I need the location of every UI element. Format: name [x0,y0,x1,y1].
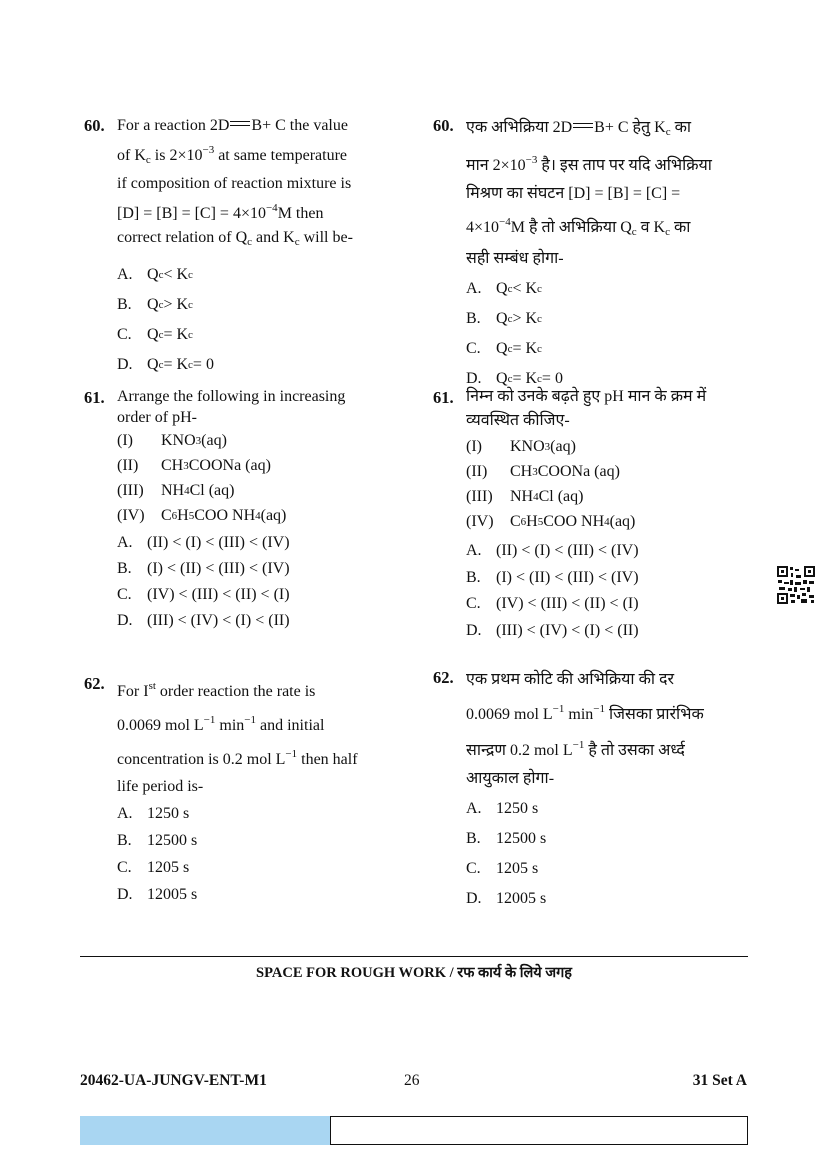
question-60-hi: 60. एक अभिक्रिया 2D B+ C हेतु $K_c$ का मान $2\times 10^{-3}$ है। इस ताप पर यदि अभिक्रिया मिश्रण का संघटन [D] = [B] = [C] = $4\times 10^{-4}M$ है तो अभिक्रिया $Q_c$ व $K_c$ का सही सम्बंध होगा- A. Q c < K c B. Q c > K c C. Q c = K c D. Q c = K c = 0 [433,114,763,376]
question-61-en: 61. Arrange the following in increasing order of pH- (I) KNO 3 (aq) (II) CH 3 COONa (aq) (III) NH 4 Cl (aq) (IV) C 6 H 5 COO NH 4 (aq) A. (II) < (I) < (III) < (IV) B. (I) < (II) < (III) < (IV) C. (IV) < (III) < (II) < (I) D. (III) < (IV) < (I) < (II) [84,386,414,658]
compound-item: (III) NH 4 Cl (aq) [466,487,584,505]
option-a: A. Q c < K c [466,280,542,297]
option-d: D. 12005 s [117,885,198,903]
option-d: D. 12005 s [466,890,547,907]
question-stem: For a reaction 2D B+ C the value [117,117,348,134]
footer-color-band [80,1116,330,1145]
qr-code-icon [776,565,816,605]
option-a: A. 1250 s [466,800,539,817]
question-number: 61. [433,388,454,407]
question-number: 61. [84,388,105,407]
rough-work-title: SPACE FOR ROUGH WORK / रफ कार्य के लिये जगह [256,965,572,981]
question-62-en: 62. For Ist order reaction the rate is 0.0069 mol $L^{-1}$ $\min^{-1}$ and initial concentration is 0.2 mol $L^{-1}$ then half life period is- A. 1250 s B. 12500 s C. 1205 s D. 12005 s [84,672,414,908]
options [117,260,414,380]
option-b: B. Q c > K c [117,296,193,313]
options [117,530,414,634]
hindi-column [433,114,763,914]
paper-code: 20462-UA-JUNGV-ENT-M1 [80,1072,267,1089]
option-b: B. (I) < (II) < (III) < (IV) [466,568,639,586]
compound-item: (II) CH 3 COONa (aq) [117,456,271,474]
rough-work-divider [80,956,748,957]
option-d: D. Q c = K c = 0 [466,370,563,387]
question-number: 60. [433,116,454,135]
option-b: B. 12500 s [466,830,547,847]
option-a: A. (II) < (I) < (III) < (IV) [117,534,290,551]
option-b: B. (I) < (II) < (III) < (IV) [117,560,290,577]
option-d: D. (III) < (IV) < (I) < (II) [117,612,290,629]
option-c: C. Q c = K c [117,326,193,343]
english-column [84,114,414,908]
option-c: C. (IV) < (III) < (II) < (I) [117,586,290,603]
compound-item: (I) KNO 3 (aq) [466,437,576,455]
option-c: C. 1205 s [117,858,190,876]
question-number: 62. [433,668,454,687]
option-d: D. (III) < (IV) < (I) < (II) [466,621,639,639]
option-c: C. (IV) < (III) < (II) < (I) [466,595,639,613]
question-62-hi: 62. एक प्रथम कोटि की अभिक्रिया की दर 0.0069 mol $L^{-1}$ $\min^{-1}$ जिसका प्रारंभिक सान्द्रण 0.2 mol $L^{-1}$ है तो उसका अर्ध्द आयुकाल होगा- A. 1250 s B. 12500 s C. 1205 s D. 12005 s [433,666,763,914]
question-61-hi: 61. निम्न को उनके बढ़ते हुए pH मान के क्रम में व्यवस्थित कीजिए- (I) KNO 3 (aq) (II) CH 3 COONa (aq) (III) NH 4 Cl (aq) (IV) C 6 H 5 COO NH 4 (aq) A. (II) < (I) < (III) < (IV) B. (I) < (II) < (III) < (IV) C. (IV) < (III) < (II) < (I) D. (III) < (IV) < (I) < (II) [433,386,763,658]
compound-item: (I) KNO 3 (aq) [117,431,227,449]
options [117,800,414,908]
question-number: 60. [84,116,105,135]
question-number: 62. [84,674,105,693]
options [466,274,763,394]
options [466,538,763,644]
equilibrium-arrow-icon [229,119,251,129]
compound-item: (II) CH 3 COONa (aq) [466,462,620,480]
option-a: A. 1250 s [117,804,190,822]
compound-list [117,428,414,528]
compound-item: (IV) C 6 H 5 COO NH 4 (aq) [117,506,287,524]
option-c: C. 1205 s [466,860,539,877]
page-number: 26 [404,1072,420,1089]
option-b: B. Q c > K c [466,310,542,327]
option-c: C. Q c = K c [466,340,542,357]
options [466,794,763,914]
option-b: B. 12500 s [117,831,198,849]
equilibrium-arrow-icon [572,121,594,131]
compound-list [466,434,763,534]
footer-box [330,1116,748,1145]
option-a: A. (II) < (I) < (III) < (IV) [466,542,639,560]
compound-item: (III) NH 4 Cl (aq) [117,481,235,499]
compound-item: (IV) C 6 H 5 COO NH 4 (aq) [466,512,636,530]
option-d: D. Q c = K c = 0 [117,356,214,373]
option-a: A. Q c < K c [117,266,193,283]
question-60-en: 60. For a reaction 2D B+ C the value of $K_c$ is $2\times 10^{-3}$ at same temperature if composition of reaction mixture is $[D] = [B] = [C] = 4\times 10^{-4}M$ then correct relation of $Q_c$ and $K_c$ will be- A. Q c < K c B. Q c > K c C. Q c = K c D. Q c = K c = 0 [84,114,414,372]
set-label: 31 Set A [692,1072,747,1089]
